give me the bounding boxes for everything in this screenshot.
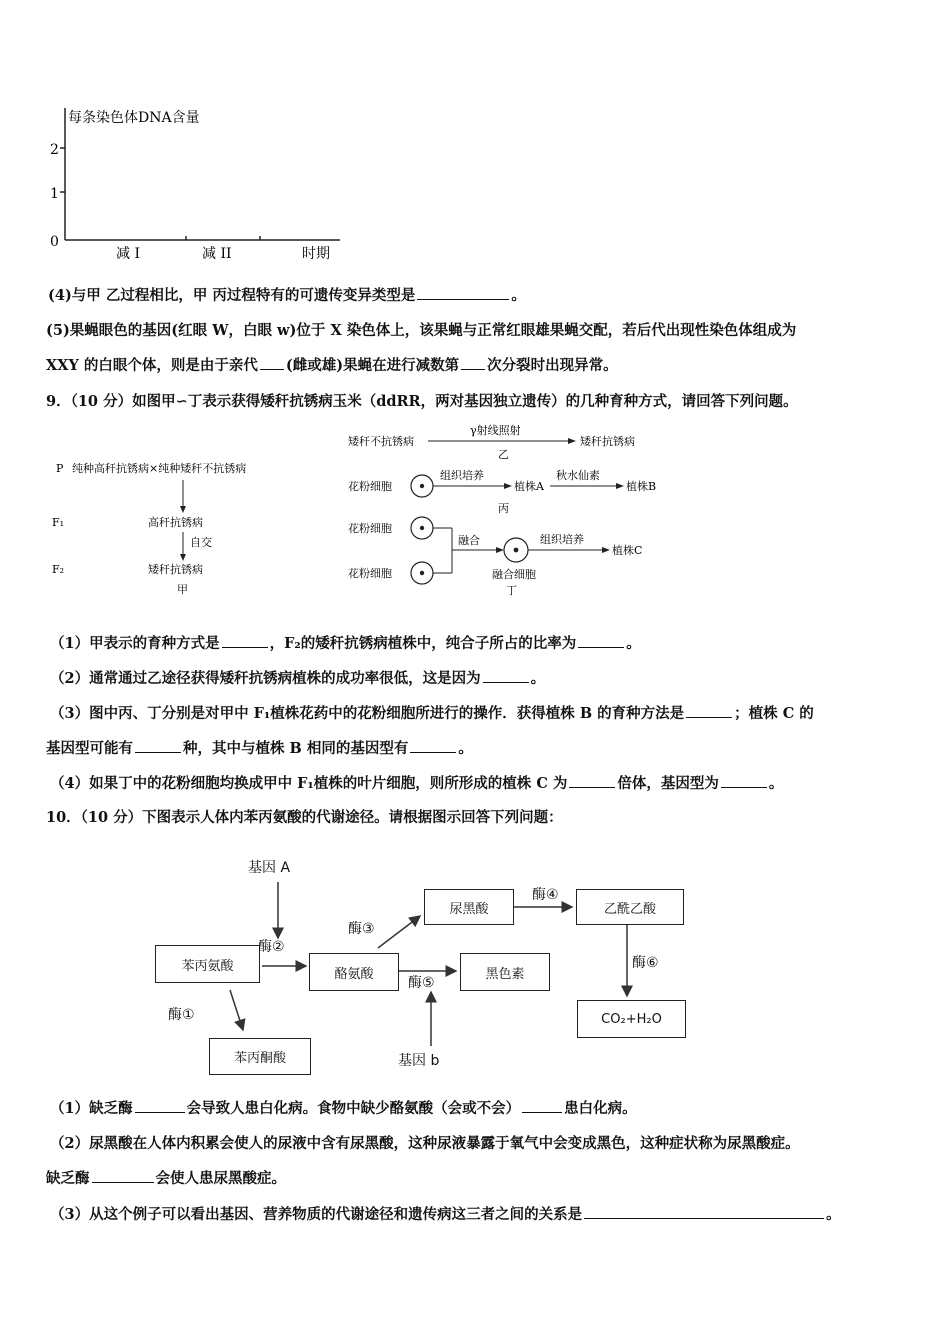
- f2-text: 矮秆抗锈病: [148, 563, 203, 576]
- acetoacetic-acid-box: 乙酰乙酸: [576, 889, 684, 925]
- q10-a1-blank-will[interactable]: [522, 1099, 562, 1113]
- q9-answer2: （2）通常通过乙途径获得矮秆抗锈病植株的成功率很低，这是因为 。: [50, 670, 546, 687]
- q10-a2-blank-enzyme[interactable]: [92, 1169, 154, 1183]
- plant-a: 植株A: [514, 480, 544, 493]
- label-ding: 丁: [506, 584, 517, 597]
- q10-answer3: （3）从这个例子可以看出基因、营养物质的代谢途径和遗传病这三者之间的关系是 。: [50, 1206, 841, 1223]
- plant-b: 植株B: [626, 480, 657, 493]
- breeding-diagram: [40, 420, 720, 610]
- enzyme-3-label: 酶③: [348, 921, 375, 937]
- q9-answer3-line2: 基因型可能有 种，其中与植株 B 相同的基因型有 。: [46, 740, 473, 757]
- plant-c: 植株C: [612, 544, 643, 557]
- q8-part4-blank[interactable]: [417, 286, 509, 300]
- enzyme-5-label: 酶⑤: [408, 975, 435, 991]
- q10-answer2-line2: 缺乏酶 会使人患尿黑酸症。: [46, 1170, 286, 1187]
- fused-cell: 融合细胞: [492, 568, 536, 581]
- yi-from: 矮秆不抗锈病: [348, 435, 414, 448]
- q10-a3-blank-relation[interactable]: [584, 1205, 824, 1219]
- q9-a3-blank-same[interactable]: [410, 739, 456, 753]
- q9-a4-blank-ploidy[interactable]: [569, 774, 615, 788]
- graph-xtick-meiosis1: 减 I: [116, 246, 140, 262]
- q9-a3-blank-kinds[interactable]: [135, 739, 181, 753]
- enzyme-4-label: 酶④: [532, 887, 559, 903]
- graph-xtick-meiosis2: 减 II: [202, 246, 232, 262]
- fusion-label: 融合: [458, 534, 480, 547]
- q9-a1-blank-method[interactable]: [222, 634, 268, 648]
- yi-arrow-label: γ射线照射: [470, 424, 521, 437]
- label-bing: 丙: [498, 502, 509, 515]
- graph-ytick-1: 1: [50, 186, 59, 202]
- ding-pollen-1: 花粉细胞: [348, 522, 392, 535]
- label-jia: 甲: [177, 583, 188, 596]
- ding-tissue: 组织培养: [540, 533, 584, 546]
- gene-b-label: 基因 b: [398, 1053, 440, 1069]
- q8-part5-line2: XXY 的白眼个体，则是由于亲代 (雌或雄)果蝇在进行减数第 次分裂时出现异常。: [46, 357, 618, 374]
- graph-ylabel: 每条染色体DNA含量: [68, 110, 200, 126]
- colchicine: 秋水仙素: [556, 469, 600, 482]
- f1-label: F₁: [52, 516, 65, 529]
- q9-a2-blank[interactable]: [483, 669, 529, 683]
- q8-part5-blank-sex[interactable]: [260, 356, 284, 370]
- q10-answer2: （2）尿黑酸在人体内积累会使人的尿液中含有尿黑酸，这种尿液暴露于氧气中会变成黑色，这种症状称为尿黑酸症。: [50, 1135, 800, 1152]
- q10-a1-blank-enzyme[interactable]: [135, 1099, 185, 1113]
- homogentisic-acid-box: 尿黑酸: [424, 889, 514, 925]
- q9-a4-blank-genotype[interactable]: [721, 774, 767, 788]
- q8-part5-line1: (5)果蝇眼色的基因(红眼 W，白眼 w)位于 X 染色体上，该果蝇与正常红眼雄果蝇交配，若后代出现性染色体组成为: [46, 322, 797, 339]
- label-yi: 乙: [498, 448, 509, 461]
- graph-ytick-0: 0: [50, 234, 59, 250]
- melanin-box: 黑色素: [460, 953, 550, 991]
- graph-ytick-2: 2: [50, 142, 59, 158]
- q9-a1-blank-ratio[interactable]: [578, 634, 624, 648]
- ding-pollen-2: 花粉细胞: [348, 567, 392, 580]
- f2-label: F₂: [52, 563, 65, 576]
- q9-answer3: （3）图中丙、丁分别是对甲中 F₁植株花药中的花粉细胞所进行的操作．获得植株 B 的育种方法是 ；植株 C 的: [50, 705, 814, 722]
- q9-answer4: （4）如果丁中的花粉细胞均换成甲中 F₁植株的叶片细胞，则所形成的植株 C 为 倍体，基因型为 。: [50, 775, 784, 792]
- enzyme-2-label: 酶②: [258, 939, 285, 955]
- q9-answer1: （1）甲表示的育种方式是 ，F₂的矮秆抗锈病植株中，纯合子所占的比率为 。: [50, 635, 641, 652]
- phenylalanine-box: 苯丙氨酸: [155, 945, 260, 983]
- phenylpyruvic-acid-box: 苯丙酮酸: [209, 1038, 311, 1075]
- bing-pollen: 花粉细胞: [348, 480, 392, 493]
- q8-part5-blank-division[interactable]: [461, 356, 485, 370]
- q9-heading: 9．（10 分）如图甲∽丁表示获得矮秆抗锈病玉米（ddRR，两对基因独立遗传）的几种育种方式，请回答下列问题。: [46, 393, 798, 410]
- q8-part4: (4)与甲 乙过程相比，甲 丙过程特有的可遗传变异类型是 。: [48, 287, 526, 304]
- p-cross-text: 纯种高秆抗锈病×纯种矮秆不抗锈病: [72, 462, 247, 475]
- enzyme-6-label: 酶⑥: [632, 955, 659, 971]
- gene-a-label: 基因 A: [248, 860, 291, 876]
- enzyme-1-label: 酶①: [168, 1007, 195, 1023]
- dna-content-graph: [40, 100, 360, 270]
- f1-text: 高秆抗锈病: [148, 516, 203, 529]
- selfing-label: 自交: [190, 536, 212, 549]
- tyrosine-box: 酪氨酸: [309, 953, 399, 991]
- graph-xtick-period: 时期: [302, 246, 330, 262]
- bing-tissue: 组织培养: [440, 469, 484, 482]
- q10-answer1: （1）缺乏酶 会导致人患白化病。食物中缺少酪氨酸（会或不会） 患白化病。: [50, 1100, 637, 1117]
- q10-heading: 10．（10 分）下图表示人体内苯丙氨酸的代谢途径。请根据图示回答下列问题：: [46, 809, 563, 826]
- q9-a3-blank-method[interactable]: [686, 704, 732, 718]
- p-label: P: [56, 462, 64, 475]
- co2-h2o-box: CO₂+H₂O: [577, 1000, 686, 1038]
- yi-to: 矮秆抗锈病: [580, 435, 635, 448]
